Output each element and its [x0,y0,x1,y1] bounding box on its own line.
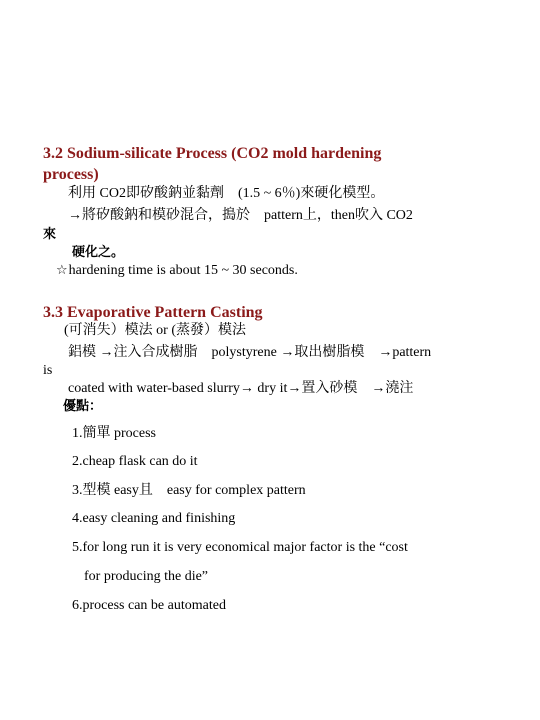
section-32-title-line1: 3.2 Sodium-silicate Process (CO2 mold hardening [43,145,382,162]
section-33-line2: 鋁模 →注入合成樹脂 polystyrene →取出樹脂模 →pattern [68,345,432,360]
advantages-label: 優點： [63,399,103,414]
section-33-line2-wrap: is [43,363,53,378]
advantage-item: 4.easy cleaning and finishing [72,511,236,526]
advantage-item: 1.簡單 process [72,426,156,441]
section-33-line3: coated with water-based slurry→ dry it→置入砂模 →澆注 [68,381,414,396]
section-32-line2: →將矽酸鈉和模砂混合，搗於 pattern上，then吹入 CO2 [68,208,413,223]
advantage-item: 6.process can be automated [72,598,226,613]
section-32-line2-wrap: 來 [43,227,57,242]
section-32-line4-row [56,262,298,280]
section-32-line4: hardening time is about 15 ~ 30 seconds. [68,263,298,278]
advantage-item: 3.型模 easy且 easy for complex pattern [72,483,306,498]
advantage-item: 2.cheap flask can do it [72,454,198,469]
section-32-line3: 硬化之。 [72,245,125,260]
section-33-title: 3.3 Evaporative Pattern Casting [43,304,263,321]
section-32-line1: 利用 CO2即矽酸鈉並黏劑 (1.5 ~ 6％)來硬化模型。 [68,186,385,201]
section-33-line1: (可消失）模法 or (蒸發）模法 [64,323,246,338]
section-32-title-line2: process) [43,166,99,183]
advantage-item-continuation: for producing the die” [84,569,209,584]
star-icon: ☆ [56,263,68,278]
advantage-item: 5.for long run it is very economical major factor is the “cost [72,540,408,555]
